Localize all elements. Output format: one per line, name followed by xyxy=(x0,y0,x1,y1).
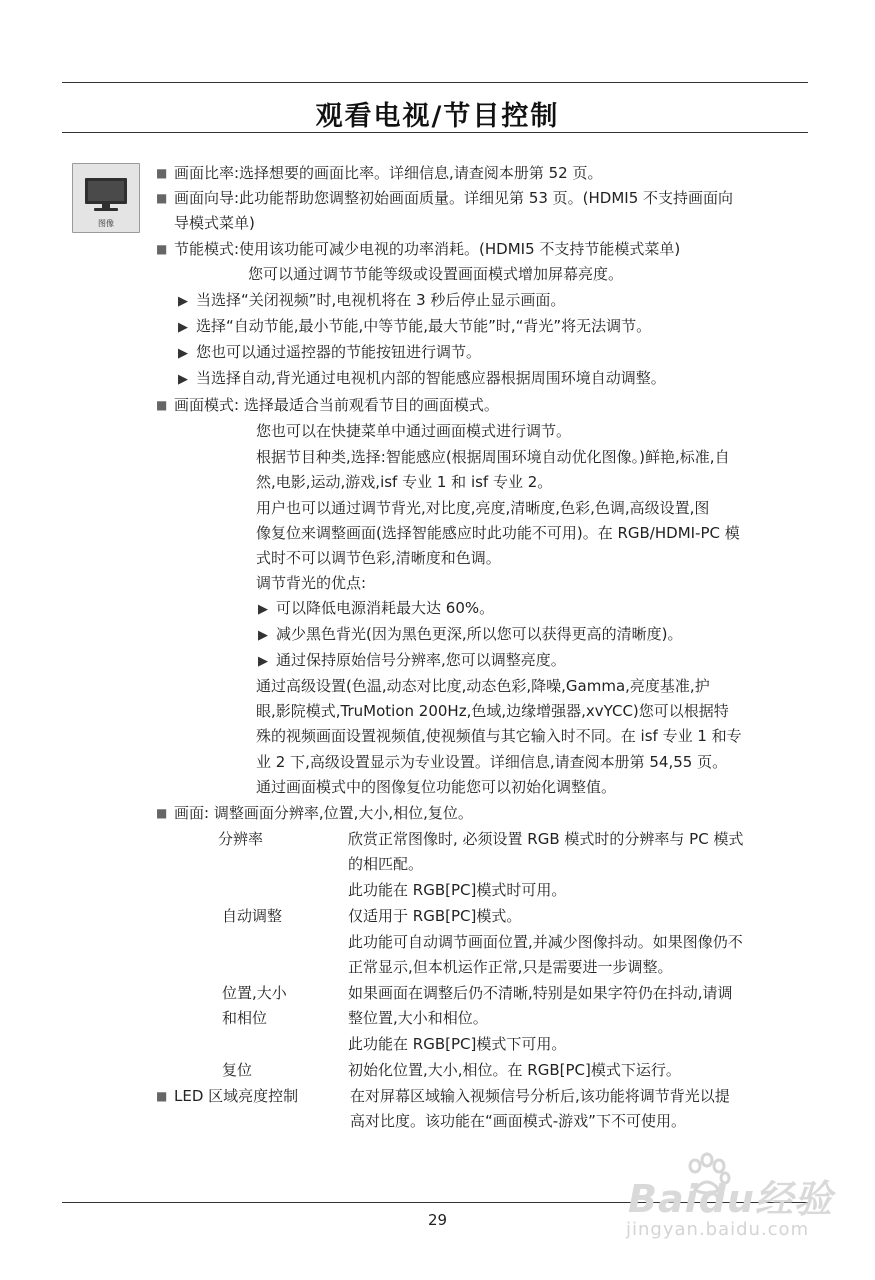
energy-saving-text: 节能模式:使用该功能可减少电视的功率消耗。(HDMI5 不支持节能模式菜单) xyxy=(174,240,681,258)
picture-mode-line-10: 眼,影院模式,TruMotion 200Hz,色域,边缘增强器,xvYCC)您可以根据特 xyxy=(256,702,729,720)
term-auto-config: 自动调整 xyxy=(222,907,283,925)
term-position-size: 位置,大小 xyxy=(222,984,287,1002)
term-reset: 复位 xyxy=(222,1061,253,1079)
picture-mode-line-3: 根据节目种类,选择:智能感应(根据周围环境自动优化图像。)鲜艳,标准,自 xyxy=(256,448,730,466)
mode-bullet-resolution: ▶ 通过保持原始信号分辨率,您可以调整亮度。 xyxy=(258,651,566,669)
term-phase: 和相位 xyxy=(222,1009,268,1027)
square-bullet-icon: ■ xyxy=(156,398,168,412)
position-desc-2: 整位置,大小和相位。 xyxy=(348,1009,488,1027)
picture-mode-text: 画面模式: 选择最适合当前观看节目的画面模式。 xyxy=(174,396,499,414)
picture-mode-line-8: 调节背光的优点: xyxy=(256,574,367,592)
energy-bullet-video-off: ▶ 当选择“关闭视频”时,电视机将在 3 秒后停止显示画面。 xyxy=(178,291,566,309)
watermark-brand: Baidu经验 xyxy=(628,1177,833,1221)
tv-icon xyxy=(73,166,139,220)
energy-saving-text-cont: 您可以通过调节节能等级或设置画面模式增加屏幕亮度。 xyxy=(248,265,624,283)
energy-bullet-remote: ▶ 您也可以通过遥控器的节能按钮进行调节。 xyxy=(178,343,482,361)
mode-bullet-power: ▶ 可以降低电源消耗最大达 60%。 xyxy=(258,599,495,617)
square-bullet-icon: ■ xyxy=(156,806,168,820)
auto-config-desc-2: 此功能可自动调节画面位置,并减少图像抖动。如果图像仍不 xyxy=(348,933,743,951)
auto-config-desc-3: 正常显示,但本机运作正常,只是需要进一步调整。 xyxy=(348,958,673,976)
resolution-desc-3: 此功能在 RGB[PC]模式时可用。 xyxy=(348,881,567,899)
picture-mode-line-12: 业 2 下,高级设置显示为专业设置。详细信息,请查阅本册第 54,55 页。 xyxy=(256,753,728,771)
triangle-bullet-icon: ▶ xyxy=(178,346,188,361)
page-number: 29 xyxy=(427,1211,448,1229)
mode-bullet-black: ▶ 减少黑色背光(因为黑色更深,所以您可以获得更高的清晰度)。 xyxy=(258,625,683,643)
picture-wizard-text-cont: 导模式菜单) xyxy=(174,214,255,232)
triangle-bullet-icon: ▶ xyxy=(178,294,188,309)
led-desc-1: 在对屏幕区域输入视频信号分析后,该功能将调节背光以提 xyxy=(350,1087,730,1105)
reset-desc: 初始化位置,大小,相位。在 RGB[PC]模式下运行。 xyxy=(348,1061,681,1079)
picture-mode-line-9: 通过高级设置(色温,动态对比度,动态色彩,降噪,Gamma,亮度基准,护 xyxy=(256,677,710,695)
triangle-bullet-icon: ▶ xyxy=(258,654,268,669)
picture-mode-line-7: 式时不可以调节色彩,清晰度和色调。 xyxy=(256,549,501,567)
triangle-bullet-icon: ▶ xyxy=(258,602,268,617)
triangle-bullet-icon: ▶ xyxy=(178,320,188,335)
picture-wizard-text: 画面向导:此功能帮助您调整初始画面质量。详细见第 53 页。(HDMI5 不支持画面向 xyxy=(174,189,734,207)
square-bullet-icon: ■ xyxy=(156,191,168,205)
triangle-bullet-icon: ▶ xyxy=(258,628,268,643)
resolution-desc-1: 欣赏正常图像时, 必须设置 RGB 模式时的分辨率与 PC 模式 xyxy=(348,830,744,848)
resolution-desc-2: 的相匹配。 xyxy=(348,855,424,873)
screen-text: 画面: 调整画面分辨率,位置,大小,相位,复位。 xyxy=(174,804,473,822)
square-bullet-icon: ■ xyxy=(156,1089,168,1103)
page-title: 观看电视/节目控制 xyxy=(315,101,560,132)
picture-mode-line-2: 您也可以在快捷菜单中通过画面模式进行调节。 xyxy=(256,422,572,440)
picture-mode-line-6: 像复位来调整画面(选择智能感应时此功能不可用)。在 RGB/HDMI-PC 模 xyxy=(256,524,740,542)
picture-mode-line-5: 用户也可以通过调节背光,对比度,亮度,清晰度,色彩,色调,高级设置,图 xyxy=(256,499,710,517)
picture-menu-thumbnail xyxy=(72,163,140,233)
picture-mode-line-11: 殊的视频画面设置视频值,使视频值与其它输入时不同。在 isf 专业 1 和专 xyxy=(256,727,742,745)
auto-config-desc-1: 仅适用于 RGB[PC]模式。 xyxy=(348,907,522,925)
energy-bullet-auto-sensor: ▶ 当选择自动,背光通过电视机内部的智能感应器根据周围环境自动调整。 xyxy=(178,369,666,387)
triangle-bullet-icon: ▶ xyxy=(178,372,188,387)
position-desc-1: 如果画面在调整后仍不清晰,特别是如果字符仍在抖动,请调 xyxy=(348,984,733,1002)
thumbnail-label: 图像 xyxy=(98,219,114,228)
term-resolution: 分辨率 xyxy=(218,830,264,848)
energy-bullet-backlight-locked: ▶ 选择“自动节能,最小节能,中等节能,最大节能”时,“背光”将无法调节。 xyxy=(178,317,652,335)
title-underline xyxy=(62,132,808,133)
picture-mode-line-13: 通过画面模式中的图像复位功能您可以初始化调整值。 xyxy=(256,778,617,796)
square-bullet-icon: ■ xyxy=(156,166,168,180)
top-rule xyxy=(62,82,808,83)
aspect-ratio-text: 画面比率:选择想要的画面比率。详细信息,请查阅本册第 52 页。 xyxy=(174,164,603,182)
picture-mode-line-4: 然,电影,运动,游戏,isf 专业 1 和 isf 专业 2。 xyxy=(256,473,553,491)
square-bullet-icon: ■ xyxy=(156,242,168,256)
watermark-url: jingyan.baidu.com xyxy=(626,1219,810,1240)
led-desc-2: 高对比度。该功能在“画面模式-游戏”下不可使用。 xyxy=(350,1112,686,1130)
position-desc-3: 此功能在 RGB[PC]模式下可用。 xyxy=(348,1035,567,1053)
term-led-local-dimming: LED 区域亮度控制 xyxy=(174,1087,299,1105)
